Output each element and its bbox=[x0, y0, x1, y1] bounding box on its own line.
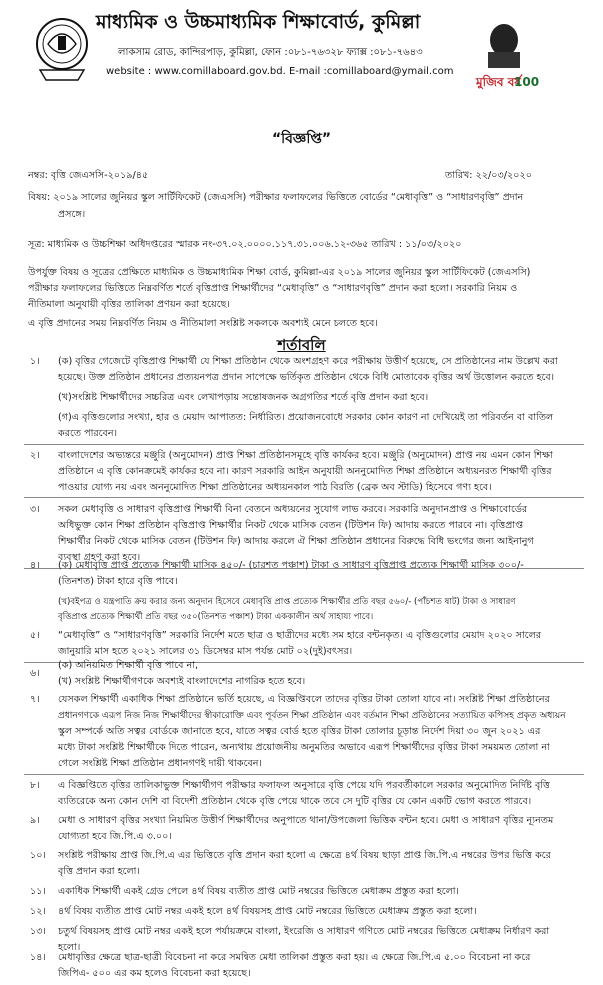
intro-line-4: এ বৃত্তি প্রদানের সময় নিম্নবর্ণিত নিয়ম ও নীতিমালা সংশ্লিষ্ট সকলকে অবশ্যই মেনে চলতে হবে। bbox=[28, 318, 378, 329]
condition-line: এ বিজ্ঞপ্তিতে বৃত্তির তালিকাভুক্ত শিক্ষার্থীগণ পরীক্ষার ফলাফল অনুসারে বৃত্তি পেয়ে যদি পরবর্তীকালে সরকার অনুমোদিত নির্দিষ্ট বৃত্তি bbox=[58, 780, 550, 791]
condition-number: ১২। bbox=[30, 906, 46, 917]
subject-line-2: প্রসঙ্গে। bbox=[58, 209, 86, 220]
divider bbox=[24, 774, 584, 775]
notice-title: “বিজ্ঞপ্তি” bbox=[271, 131, 332, 147]
condition-line: হয়েছে। উক্ত প্রতিষ্ঠান প্রধানের প্রত্যয়নপত্র প্রদান সাপেক্ষে ভর্তিকৃত প্রতিষ্ঠান থেকে বিধি মোতাবেক বৃত্তির অর্থ উত্তোলন করতে হবে। bbox=[58, 372, 555, 383]
condition-line: (খ)সংশ্লিষ্ট শিক্ষার্থীদের সচ্চরিত্র এবং লেখাপড়ায় সন্তোষজনক অগ্রগতির শর্তে বৃত্তি প্রদান করা হবে। bbox=[58, 392, 429, 403]
condition-number: ৮। bbox=[30, 780, 40, 791]
condition-number: ১০। bbox=[30, 850, 46, 861]
condition-line: প্রধানগণকে এরূপ নিজ নিজ শিক্ষার্থীদের স্বীকারোক্তি এবং পূর্বতন শিক্ষা প্রতিষ্ঠান এবং বর্তমান শিক্ষা প্রতিষ্ঠানের সত্যায়িত কপিসহ প্রকৃত অধ্যয়ন bbox=[58, 711, 566, 721]
condition-number: ১। bbox=[30, 356, 40, 367]
intro-line-3: নীতিমালা অনুযায়ী বৃত্তির তালিকা প্রণয়ন করা হয়েছে। bbox=[28, 299, 230, 310]
board-name: মাধ্যমিক ও উচ্চমাধ্যমিক শিক্ষাবোর্ড, কুমিল্লা bbox=[96, 11, 421, 33]
condition-line: (ক) বৃত্তির গেজেটে বৃত্তিপ্রাপ্ত শিক্ষার্থী যে শিক্ষা প্রতিষ্ঠান থেকে অংশগ্রহণ করে পরীক্ষায় উত্তীর্ণ হয়েছে, সে প্রতিষ্ঠানের নাম উল্লেখ করা bbox=[58, 356, 558, 367]
condition-number: ২। bbox=[30, 450, 40, 461]
source-line: সূত্র: মাধ্যমিক ও উচ্চশিক্ষা অধিদপ্তরের স্মারক নং-৩৭.০২.০০০০.১১৭.৩১.০০৬.১২-৩৬৫ তারিখ : ১১/০৩/২০২০ bbox=[28, 239, 462, 250]
condition-line: (খ) সংশ্লিষ্ট শিক্ষার্থীগণকে অবশ্যই বাংলাদেশের নাগরিক হতে হবে। bbox=[58, 676, 306, 687]
condition-line: (তিনশত) টাকা হারে বৃত্তি পাবে। bbox=[58, 576, 178, 587]
intro-line-1: উপর্যুক্ত বিষয় ও সূত্রের প্রেক্ষিতে মাধ্যমিক ও উচ্চমাধ্যমিক শিক্ষা বোর্ড, কুমিল্লা-এর ২০১৯ সালের জুনিয়র স্কুল সার্টিফিকেট (জেএসসি) bbox=[28, 267, 531, 278]
condition-line: (খ)বইপত্র ও যন্ত্রপাতি ক্রয় করার জন্য অনুদান হিসেবে মেধাবৃত্তি প্রাপ্ত প্রত্যেক শিক্ষার্থীর প্রতি বছর ৫৬০/- (পাঁচশত ষাট) টাকা ও সাধারণ bbox=[58, 597, 516, 607]
condition-line: পাওয়ার যোগ্য নয় এবং অননুমোদিত শিক্ষা প্রতিষ্ঠানের অধ্যয়নকাল পাঠ বিরতি (ব্রেক অব স্টাডি) হিসেবে গণ্য হবে। bbox=[58, 482, 492, 493]
condition-line: মধ্যে টাকা সংশ্লিষ্ট শিক্ষার্থীকে দিতে পারেন, অন্যথায় প্রয়োজনীয় অনুমতির অভাবে এরূপ শিক্ষার্থীদের বৃত্তির টাকা সময়মত তোলা না bbox=[58, 742, 550, 753]
condition-number: ১৪। bbox=[30, 952, 46, 963]
condition-line: সকল মেধাবৃত্তি ও সাধারণ বৃত্তিপ্রাপ্ত শিক্ষার্থী বিনা বেতনে অধ্যয়নের সুযোগ লাভ করবে। সরকারি অনুদানপ্রাপ্ত ও শিক্ষাবোর্ডের bbox=[58, 504, 528, 515]
subject-line-1: বিষয়: ২০১৯ সালের জুনিয়র স্কুল সার্টিফিকেট (জেএসসি) পরীক্ষার ফলাফলের ভিত্তিতে বোর্ডের “মেধাবৃত্তি” ও “সাধারণবৃত্তি” প্রদান bbox=[28, 192, 524, 203]
condition-line: ব্যতিরেকে অন্য কোন দেশি বা বিদেশী প্রতিষ্ঠান থেকে বৃত্তি পেয়ে থাকে তবে সে দুটি বৃত্তির যে কোন একটি ভোগ করতে পারবে। bbox=[58, 796, 532, 807]
intro-line-2: পরীক্ষার ফলাফলের ভিত্তিতে নিম্নবর্ণিত শর্তে বৃত্তিপ্রাপ্ত শিক্ষার্থীদের “মেধাবৃত্তি” ও “সাধারণবৃত্তি” প্রদান করা হলো। সরকারি নিয়ম ও bbox=[28, 283, 518, 294]
condition-number: ৬। bbox=[30, 668, 40, 679]
condition-line: (ক) মেধাবৃত্তি প্রাপ্ত প্রত্যেক শিক্ষার্থী মাসিক ৪৫০/- (চারশত পঞ্চাশ) টাকা ও সাধারণ বৃত্তিপ্রাপ্ত প্রত্যেক শিক্ষার্থী মাসিক ৩০০/- bbox=[58, 560, 524, 571]
condition-number: ৩। bbox=[30, 504, 40, 515]
condition-line: (ক) অনিয়মিত শিক্ষার্থী বৃত্তি পাবে না, bbox=[58, 660, 199, 671]
condition-number: ৫। bbox=[30, 630, 40, 641]
conditions-heading: শর্তাবলি bbox=[277, 336, 326, 354]
condition-line: বৃত্তি প্রদান করা হলো। bbox=[58, 866, 140, 877]
condition-line: যোগ্যতা হবে জি.পি.এ ৩.০০। bbox=[58, 831, 172, 842]
condition-line: বাংলাদেশের অভ্যন্তরে মঞ্জুরি (অনুমোদন) প্রাপ্ত শিক্ষা প্রতিষ্ঠানসমূহে বৃত্তি কার্যকর হবে। মঞ্জুরি (অনুমোদন) প্রাপ্ত নয় এমন কোন শিক্ষা bbox=[58, 450, 553, 461]
condition-number: ৯। bbox=[30, 815, 40, 826]
condition-line: চতুর্থ বিষয়সহ প্রাপ্ত মোট নম্বর একই হলে পর্যায়ক্রমে বাংলা, ইংরেজি ও সাধারণ গণিতে মোট নম্বরের ভিত্তিতে মেধাক্রম নির্ধারণ করা bbox=[58, 926, 550, 937]
mujib-borsho-logo bbox=[470, 16, 540, 98]
notice-date: তারিখ: ২২/০৩/২০২০ bbox=[445, 170, 532, 181]
condition-line: জানুয়ারি মাস হতে ২০২১ সালের ৩১ ডিসেম্বর মাস পর্যন্ত মোট ০২(দুই)বৎসর। bbox=[58, 646, 353, 657]
condition-line: অধিভুক্ত কোন শিক্ষা প্রতিষ্ঠান বৃত্তিপ্রাপ্ত শিক্ষার্থীর নিকট থেকে মাসিক বেতন (টিউশন ফি) আদায় করতে পারবে না। বৃত্তিপ্রাপ্ত bbox=[58, 520, 524, 531]
condition-line: করতে পারবেন। bbox=[58, 428, 118, 439]
condition-line: গেলে সংশ্লিষ্ট শিক্ষা প্রতিষ্ঠান প্রধানগণই দায়ী থাকবেন। bbox=[58, 758, 262, 769]
board-address: লাকসাম রোড, কান্দিরপাড়, কুমিল্লা, ফোন :০৮১-৭৬৩২৮ ফ্যাক্স :০৮১-৭৬৪৩ bbox=[118, 47, 423, 58]
letterhead bbox=[0, 0, 603, 110]
condition-number: ১৩। bbox=[30, 926, 46, 937]
condition-line: একাধিক শিক্ষার্থী একই গ্রেড পেলে ৪র্থ বিষয় ব্যতীত প্রাপ্ত মোট নম্বরের ভিত্তিতে মেধাক্রম প্রস্তুত করা হলো। bbox=[58, 886, 459, 897]
condition-line: যেসকল শিক্ষার্থী একাধিক শিক্ষা প্রতিষ্ঠানে ভর্তি হয়েছে, এ বিজ্ঞপ্তিবলে তাদের বৃত্তির টাকা তোলা যাবে না। সংশ্লিষ্ট শিক্ষা প্রতিষ্ঠানের bbox=[58, 694, 550, 705]
divider bbox=[24, 497, 584, 498]
condition-line: ব্যবস্থা গ্রহণ করা হবে। bbox=[58, 552, 141, 563]
condition-line: ৪র্থ বিষয় ব্যতীত প্রাপ্ত মোট নম্বর একই হলে ৪র্থ বিষয়সহ প্রাপ্ত মোট নম্বরের ভিত্তিতে মেধাক্রম প্রস্তুত করা হলো। bbox=[58, 906, 477, 917]
board-contact: website : www.comillaboard.gov.bd. E-mail :comillaboard@ymail.com bbox=[106, 66, 454, 77]
condition-number: ৪। bbox=[30, 560, 40, 571]
condition-number: ৭। bbox=[30, 694, 40, 705]
condition-line: (গ)এ বৃত্তিগুলোর সংখ্যা, হার ও মেয়াদ আপাতত: নির্ধারিত। প্রয়োজনবোধে সরকার কোন কারণ না দেখিয়েই তা পরিবর্তন বা বাতিল bbox=[58, 412, 554, 423]
condition-number: ১১। bbox=[30, 886, 46, 897]
condition-line: মেধা ও সাধারণ বৃত্তির সংখ্যা নিয়মিত উত্তীর্ণ শিক্ষার্থীদের অনুপাতে থানা/উপজেলা ভিত্তিক বন্টন হবে। মেধা ও সাধারণ বৃত্তির ন্যূনতম bbox=[58, 815, 554, 826]
divider bbox=[24, 444, 584, 445]
condition-line: বৃত্তিপ্রাপ্ত প্রত্যেক শিক্ষার্থী প্রতি বছর ৩৫০(তিনশত পঞ্চাশ) টাকা এককালীন অর্থ সাহায্য পাবে। bbox=[58, 612, 374, 622]
board-emblem-icon bbox=[34, 8, 90, 88]
condition-line: হলো। bbox=[58, 942, 81, 953]
condition-line: জিপিএ- ৫০০ এর কম হলেও বিবেচনা করা হয়েছে। bbox=[58, 968, 251, 979]
condition-line: প্রতিষ্ঠানে এ বৃত্তি কোনক্রমেই কার্যকর হবে না। কারণ সরকারি আইন অনুযায়ী অননুমোদিত শিক্ষা প্রতিষ্ঠানে অধ্যয়নরত শিক্ষার্থী বৃত্তির bbox=[58, 466, 552, 477]
condition-line: সংশ্লিষ্ট পরীক্ষায় প্রাপ্ত জি.পি.এ এর ভিত্তিতে বৃত্তি প্রদান করা হলো এ ক্ষেত্রে ৪র্থ বিষয় ছাড়া প্রাপ্ত জি.পি.এ নম্বরের উপর ভিত্তি করে bbox=[58, 850, 551, 861]
reference-number: নম্বর: বৃত্তি জেএসসি-২০১৯/৪৫ bbox=[28, 170, 149, 181]
condition-line: স্কুল সম্পর্কে অতি সত্বর বোর্ডকে জানাতে হবে, যাতে সত্বর বোর্ড হতে বৃত্তির টাকা তোলার চূড়ান্ত নির্দেশ দিয়া ৩০ জুন ২০২১ এর bbox=[58, 726, 541, 737]
condition-line: শিক্ষার্থীর নিকট থেকে মাসিক বেতন (টিউশন ফি) আদায় করলে ঐ শিক্ষা প্রতিষ্ঠান প্রধানের বিরুদ্ধে বিধি ভংগের জন্য আইনানুগ bbox=[58, 536, 534, 547]
condition-line: “মেধাবৃত্তি” ও “সাধারণবৃত্তি” সরকারি নির্দেশ মতে ছাত্র ও ছাত্রীদের মধ্যে সম হারে বন্টনকৃত। এ বৃত্তিগুলোর মেয়াদ ২০২০ সালের bbox=[58, 630, 542, 641]
badge-text: মুজিব বর্ষ bbox=[476, 75, 521, 89]
condition-line: মেধাবৃত্তির ক্ষেত্রে ছাত্র-ছাত্রী বিবেচনা না করে সমন্বিত মেধা তালিকা প্রস্তুত করা হয়। এ ক্ষেত্রে জি.পি.এ ৫.০০ বিবেচনা না করে bbox=[58, 952, 531, 963]
badge-number: 100 bbox=[514, 75, 540, 89]
